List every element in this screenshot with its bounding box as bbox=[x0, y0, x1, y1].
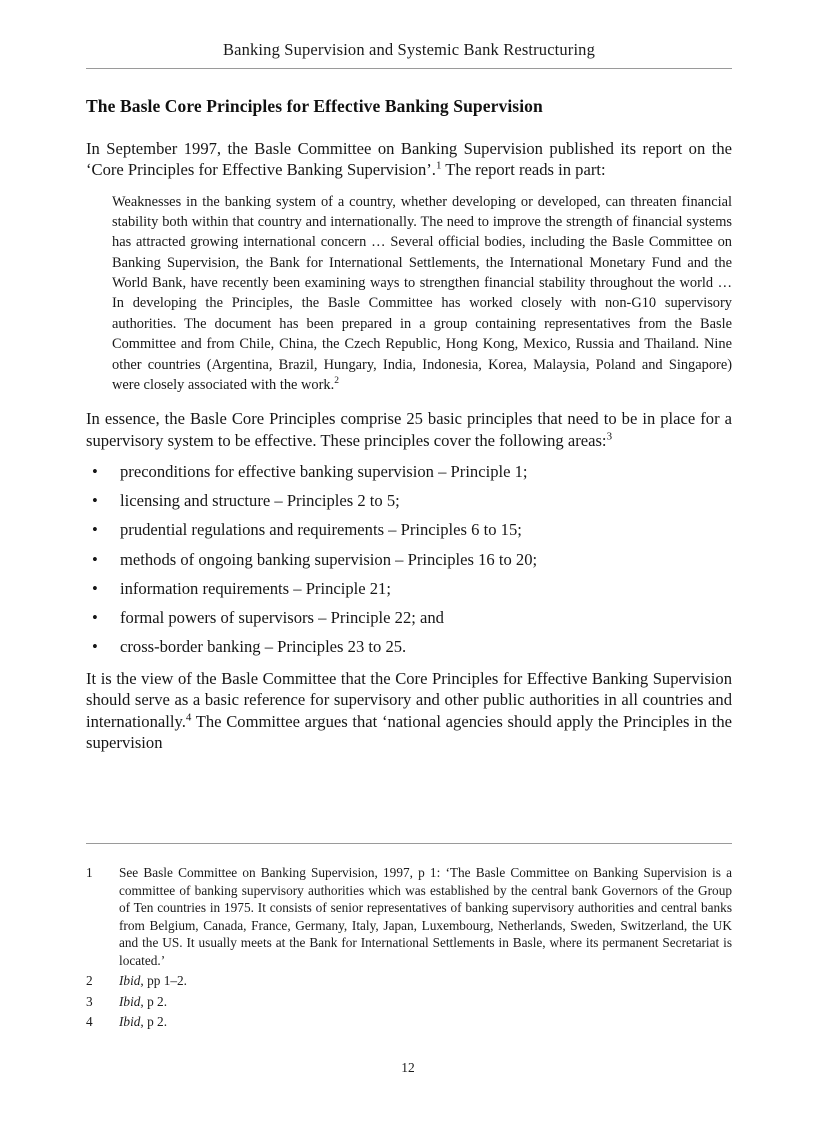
running-head: Banking Supervision and Systemic Bank Restructuring bbox=[223, 40, 595, 59]
footnote-number: 4 bbox=[86, 1014, 93, 1030]
footnote-entry bbox=[86, 1013, 732, 1031]
text-column bbox=[86, 96, 732, 753]
bullet-icon: • bbox=[92, 578, 98, 598]
intro-text-before-footnote: In September 1997, the Basle Committee on Banking Supervision published its report on the ‘Core Principles for Effective Banking Supervision’. bbox=[86, 138, 732, 180]
list-item-label: formal powers of supervisors – Principle 22; and bbox=[120, 608, 444, 628]
closing-text-after-footnote: The Committee argues that ‘national agencies should apply the Principles in the supervision bbox=[86, 711, 732, 752]
intro-paragraph bbox=[86, 138, 732, 181]
footnote-entry bbox=[86, 972, 732, 990]
page-number: 12 bbox=[401, 1060, 415, 1075]
bullet-icon: • bbox=[92, 520, 98, 540]
footnote-text: , pp 1–2. bbox=[140, 973, 187, 989]
list-item-label: methods of ongoing banking supervision – Principles 16 to 20; bbox=[120, 549, 538, 569]
footnote-number: 1 bbox=[86, 865, 93, 880]
footnote-marker-4[interactable]: 4 bbox=[185, 711, 192, 724]
footnote-text: See Basle Committee on Banking Supervision, 1997, p 1: ‘The Basle Committee on Banking Supervision is a committee of banking supervisory authorities which was established by the central bank Governors of the Group of Ten countries in 1975. It consists of senior representatives of banking supervisory authorities and central banks from Belgium, Canada, France, Germany, Italy, Japan, Luxembourg, Netherlands, Sweden, Switzerland, the UK and the US. It usually meets at the Bank for International Settlements in Basle, where its permanent Secretariat is located.’ bbox=[119, 865, 732, 968]
essence-paragraph bbox=[86, 408, 732, 451]
list-item-label: preconditions for effective banking supervision – Principle 1; bbox=[120, 461, 528, 481]
footnote-marker-1[interactable]: 1 bbox=[435, 159, 442, 172]
footnote-ibid: Ibid bbox=[119, 973, 141, 989]
principles-list bbox=[86, 462, 732, 658]
footnotes-section bbox=[86, 864, 732, 1034]
footnote-ibid: Ibid bbox=[119, 993, 141, 1009]
list-item-label: information requirements – Principle 21; bbox=[120, 578, 391, 598]
bullet-icon: • bbox=[92, 461, 98, 481]
intro-text-after-footnote: The report reads in part: bbox=[441, 160, 606, 180]
footnote-entry bbox=[86, 864, 732, 969]
closing-paragraph bbox=[86, 668, 732, 753]
list-item bbox=[86, 608, 732, 629]
footnote-text: , p 2. bbox=[140, 993, 168, 1009]
bullet-icon: • bbox=[92, 637, 98, 657]
block-quote-paragraph bbox=[112, 192, 732, 396]
bullet-icon: • bbox=[92, 491, 98, 511]
bullet-icon: • bbox=[92, 549, 98, 569]
footnote-marker-2[interactable]: 2 bbox=[334, 376, 339, 387]
footnote-separator-rule bbox=[86, 843, 732, 844]
header-rule bbox=[86, 68, 732, 69]
footnote-number: 3 bbox=[86, 993, 93, 1009]
page-title: The Basle Core Principles for Effective Banking Supervision bbox=[86, 96, 543, 116]
list-item bbox=[86, 637, 732, 658]
bullet-icon: • bbox=[92, 608, 98, 628]
list-item-label: prudential regulations and requirements – Principles 6 to 15; bbox=[120, 520, 522, 540]
list-item bbox=[86, 550, 732, 571]
footnote-text: , p 2. bbox=[140, 1014, 168, 1030]
list-item bbox=[86, 491, 732, 512]
footnote-ibid: Ibid bbox=[119, 1014, 141, 1030]
list-item bbox=[86, 520, 732, 541]
footnote-number: 2 bbox=[86, 973, 93, 989]
footnote-entry bbox=[86, 993, 732, 1011]
list-item bbox=[86, 462, 732, 483]
list-item-label: cross-border banking – Principles 23 to 25. bbox=[120, 637, 407, 657]
essence-text: In essence, the Basle Core Principles comprise 25 basic principles that need to be in place for a supervisory system to be effective. These principles cover the following areas: bbox=[86, 409, 732, 450]
list-item-label: licensing and structure – Principles 2 to 5; bbox=[120, 491, 400, 511]
closing-text-before-footnote: It is the view of the Basle Committee that the Core Principles for Effective Banking Supervision should serve as a basic reference for supervisory and other public authorities in all countries and internationally. bbox=[86, 669, 732, 731]
block-quote bbox=[112, 192, 732, 396]
footnote-marker-3[interactable]: 3 bbox=[606, 430, 613, 443]
block-quote-text: Weaknesses in the banking system of a country, whether developing or developed, can threaten financial stability both within that country and internationally. The need to improve the strength of financial systems has attracted growing international concern … Several official bodies, including the Basle Committee on Banking Supervision, the Bank for International Settlements, the International Monetary Fund and the World Bank, have recently been examining ways to strengthen financial stability throughout the world … In developing the Principles, the Basle Committee has worked closely with non-G10 supervisory authorities. The document has been prepared in a group containing representatives from the Basle Committee and from Chile, China, the Czech Republic, Hong Kong, Mexico, Russia and Thailand. Nine other countries (Argentina, Brazil, Hungary, India, Indonesia, Korea, Malaysia, Poland and Singapore) were closely associated with the work. bbox=[112, 193, 732, 393]
list-item bbox=[86, 579, 732, 600]
